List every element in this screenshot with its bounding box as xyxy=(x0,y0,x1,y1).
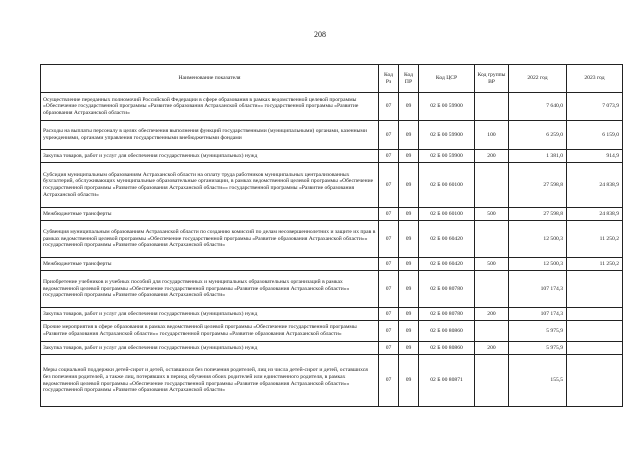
row-name: Меры социальной поддержки детей-сирот и детей, оставшихся без попечения родителей, лиц из числа детей-сирот и детей, оставшихся без попечения родителей, а также лиц, потерявших в период обучения обоих родителей или единственного родителя, в рамках ведомственной целевой программы «Обеспечение государственной программы «Развитие образования Астраханской области»» государственной программы «Развитие образования Астраханской области» xyxy=(41,355,379,407)
row-rz: 07 xyxy=(379,221,399,258)
row-2022: 5 975,9 xyxy=(509,321,567,342)
row-2023 xyxy=(567,321,623,342)
row-csr: 02 Б 00 59900 xyxy=(419,121,475,150)
row-csr: 02 Б 00 59900 xyxy=(419,150,475,163)
table-row xyxy=(41,258,623,271)
row-csr: 02 Б 00 60100 xyxy=(419,208,475,221)
row-name: Закупка товаров, работ и услуг для обеспечения государственных (муниципальных) нужд xyxy=(41,308,379,321)
table-row xyxy=(41,321,623,342)
table-row xyxy=(41,355,623,407)
row-name: Межбюджетные трансферты xyxy=(41,258,379,271)
row-vr xyxy=(475,221,509,258)
row-2023 xyxy=(567,355,623,407)
table-row xyxy=(41,271,623,308)
row-2023: 11 250,2 xyxy=(567,258,623,271)
row-2022: 1 381,0 xyxy=(509,150,567,163)
row-2022: 27 598,8 xyxy=(509,163,567,208)
table-row xyxy=(41,93,623,121)
row-csr: 02 Б 00 60420 xyxy=(419,258,475,271)
row-vr: 500 xyxy=(475,258,509,271)
row-name: Осуществление переданных полномочий Российской Федерации в сфере образования в рамках ведомственной целевой программы «Обеспечение государственной программы «Развитие образования Астраханской области»» государственной программы «Развитие образования Астраханской области» xyxy=(41,93,379,121)
row-name: Межбюджетные трансферты xyxy=(41,208,379,221)
row-pr: 09 xyxy=(399,221,419,258)
row-csr: 02 Б 00 80860 xyxy=(419,342,475,355)
row-2022: 12 500,3 xyxy=(509,221,567,258)
row-2023 xyxy=(567,342,623,355)
row-csr: 02 Б 00 80780 xyxy=(419,308,475,321)
row-2023: 6 159,0 xyxy=(567,121,623,150)
table-row xyxy=(41,163,623,208)
row-pr: 09 xyxy=(399,163,419,208)
table-row xyxy=(41,221,623,258)
row-rz: 07 xyxy=(379,163,399,208)
row-rz: 07 xyxy=(379,355,399,407)
row-pr: 09 xyxy=(399,308,419,321)
row-rz: 07 xyxy=(379,342,399,355)
row-2022: 107 174,3 xyxy=(509,271,567,308)
row-rz: 07 xyxy=(379,271,399,308)
table-row xyxy=(41,121,623,150)
row-name: Субвенция муниципальным образованиям Астраханской области по созданию комиссий по делам несовершеннолетних и защите их прав в рамках ведомственной целевой программы «Обеспечение государственной программы «Развитие образования Астраханской области»» государственной программы «Развитие образования Астраханской области» xyxy=(41,221,379,258)
row-pr: 09 xyxy=(399,321,419,342)
row-pr: 09 xyxy=(399,271,419,308)
row-2022: 7 640,0 xyxy=(509,93,567,121)
row-2023: 24 838,9 xyxy=(567,208,623,221)
row-name: Прочие мероприятия в сфере образования в рамках ведомственной целевой программы «Обеспечение государственной программы «Развитие образования Астраханской области»» государственной программы «Развитие образования Астраханской области» xyxy=(41,321,379,342)
row-rz: 07 xyxy=(379,308,399,321)
row-rz: 07 xyxy=(379,150,399,163)
row-vr xyxy=(475,93,509,121)
row-vr xyxy=(475,355,509,407)
row-pr: 09 xyxy=(399,121,419,150)
row-2023: 24 838,9 xyxy=(567,163,623,208)
table-row xyxy=(41,342,623,355)
row-vr xyxy=(475,271,509,308)
row-pr: 09 xyxy=(399,150,419,163)
row-rz: 07 xyxy=(379,321,399,342)
row-2022: 6 259,0 xyxy=(509,121,567,150)
row-csr: 02 Б 00 80780 xyxy=(419,271,475,308)
table-header-row xyxy=(41,65,623,93)
header-pr: Код ПР xyxy=(399,65,419,93)
row-name: Закупка товаров, работ и услуг для обеспечения государственных (муниципальных) нужд xyxy=(41,150,379,163)
table-row xyxy=(41,208,623,221)
row-name: Расходы на выплаты персоналу в целях обеспечения выполнения функций государственными (муниципальными) органами, казенными учреждениями, органами управления государственными внебюджетными фондами xyxy=(41,121,379,150)
row-2023: 11 250,2 xyxy=(567,221,623,258)
row-vr xyxy=(475,163,509,208)
row-vr: 200 xyxy=(475,342,509,355)
row-pr: 09 xyxy=(399,342,419,355)
row-name: Закупка товаров, работ и услуг для обеспечения государственных (муниципальных) нужд xyxy=(41,342,379,355)
row-pr: 09 xyxy=(399,93,419,121)
row-vr: 100 xyxy=(475,121,509,150)
row-2022: 27 598,8 xyxy=(509,208,567,221)
row-rz: 07 xyxy=(379,258,399,271)
budget-table xyxy=(40,64,623,407)
table-row xyxy=(41,150,623,163)
row-2022: 12 500,3 xyxy=(509,258,567,271)
row-pr: 09 xyxy=(399,208,419,221)
row-rz: 07 xyxy=(379,93,399,121)
row-vr: 200 xyxy=(475,308,509,321)
row-vr xyxy=(475,321,509,342)
row-2022: 155,5 xyxy=(509,355,567,407)
row-2023 xyxy=(567,308,623,321)
row-2022: 5 975,9 xyxy=(509,342,567,355)
header-csr: Код ЦСР xyxy=(419,65,475,93)
row-rz: 07 xyxy=(379,121,399,150)
row-name: Субсидия муниципальным образованиям Астраханской области на оплату труда работников муниципальных централизованных бухгалтерий, обслуживающих муниципальные образовательные организации, в рамках ведомственной целевой программы «Обеспечение государственной программы «Развитие образования Астраханской области»» государственной программы «Развитие образования Астраханской области» xyxy=(41,163,379,208)
row-csr: 02 Б 00 60100 xyxy=(419,163,475,208)
row-vr: 500 xyxy=(475,208,509,221)
row-rz: 07 xyxy=(379,208,399,221)
row-pr: 09 xyxy=(399,258,419,271)
header-2022: 2022 год xyxy=(509,65,567,93)
table-row xyxy=(41,308,623,321)
row-csr: 02 Б 00 59900 xyxy=(419,93,475,121)
header-vr: Код группы ВР xyxy=(475,65,509,93)
row-2023 xyxy=(567,271,623,308)
row-2023: 914,9 xyxy=(567,150,623,163)
row-2022: 107 174,3 xyxy=(509,308,567,321)
header-2023: 2023 год xyxy=(567,65,623,93)
page-number: 208 xyxy=(314,30,326,39)
row-pr: 09 xyxy=(399,355,419,407)
row-name: Приобретение учебников и учебных пособий для государственных и муниципальных образовательных организаций в рамках ведомственной целевой программы «Обеспечение государственной программы «Развитие образования Астраханской области»» государственной программы «Развитие образования Астраханской области» xyxy=(41,271,379,308)
row-2023: 7 073,9 xyxy=(567,93,623,121)
row-csr: 02 Б 00 80860 xyxy=(419,321,475,342)
header-rz: Код Рз xyxy=(379,65,399,93)
row-vr: 200 xyxy=(475,150,509,163)
row-csr: 02 Б 00 80871 xyxy=(419,355,475,407)
header-name: Наименование показателя xyxy=(41,65,379,93)
row-csr: 02 Б 00 60420 xyxy=(419,221,475,258)
